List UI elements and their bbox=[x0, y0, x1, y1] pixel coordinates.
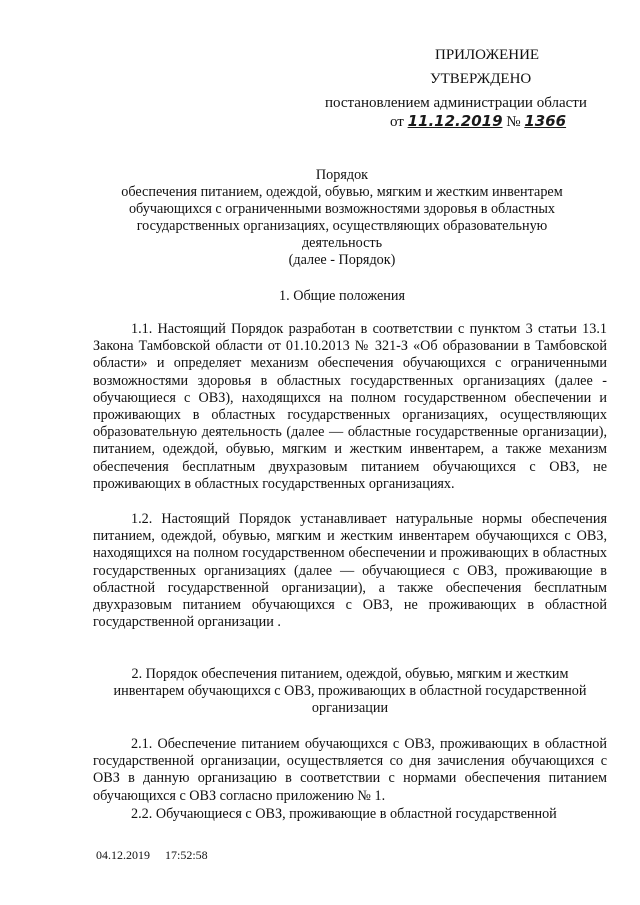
section2-heading-line: организации bbox=[311, 700, 389, 716]
document-title bbox=[92, 167, 592, 269]
title-line: государственных организациях, осуществляющих образовательную bbox=[136, 218, 548, 234]
appendix-label: ПРИЛОЖЕНИЕ bbox=[435, 47, 540, 63]
resolution-line: постановлением администрации области bbox=[325, 95, 587, 111]
title-line: (далее - Порядок) bbox=[288, 252, 396, 268]
footer-timestamp bbox=[96, 848, 208, 863]
paragraph-2-1: 2.1. Обеспечение питанием обучающихся с ОВЗ, проживающих в областной государственной организации, осуществляется со дня зачисления обучающихся с ОВЗ в данную организацию в соответствии с нормами обеспечения питанием обучающихся с ОВЗ согласно приложению № 1. bbox=[93, 736, 607, 804]
section2-heading bbox=[93, 666, 607, 717]
paragraph-1-1: 1.1. Настоящий Порядок разработан в соответствии с пунктом 3 статьи 13.1 Закона Тамбовской области от 01.10.2013 № 321-З «Об образовании в Тамбовской области» и определяет механизм обеспечения обучающихся с ограниченными возможностями здоровья в областных государственных организациях (далее - обучающиеся с ОВЗ), находящихся на полном государственном обеспечении и проживающих в областных государственных организациях, осуществляющих образовательную деятельность (далее — областные государственные организации), питанием, одеждой, обувью, мягким и жестким инвентарем, а также механизм обеспечения бесплатным двухразовым питанием обучающихся с ОВЗ, не проживающих в областных государственных организациях. bbox=[93, 321, 607, 492]
number-sign: № bbox=[506, 114, 521, 130]
resolution-date-line bbox=[390, 112, 566, 131]
section2-heading-line: инвентарем обучающихся с ОВЗ, проживающих в областной государственной bbox=[113, 683, 587, 699]
handwritten-number: 1366 bbox=[524, 112, 567, 130]
title-line: деятельность bbox=[301, 235, 383, 251]
footer-time: 17:52:58 bbox=[165, 848, 208, 862]
from-label: от bbox=[390, 114, 404, 130]
section2-heading-line: 2. Порядок обеспечения питанием, одеждой, обувью, мягким и жестким bbox=[131, 666, 569, 682]
title-line: Порядок bbox=[315, 167, 369, 183]
footer-date: 04.12.2019 bbox=[96, 848, 150, 862]
paragraph-1-2: 1.2. Настоящий Порядок устанавливает натуральные нормы обеспечения питанием, одеждой, обувью, мягким и жестким инвентарем обучающихся с ОВЗ, находящихся на полном государственном обеспечении и проживающих в областных государственных организациях (далее — обучающиеся с ОВЗ, проживающие в областной государственной организации), а также обеспечения бесплатным двухразовым питанием обучающихся с ОВЗ, не проживающих в областной государственной организации . bbox=[93, 511, 607, 631]
handwritten-date: 11.12.2019 bbox=[407, 112, 503, 130]
paragraph-2-2: 2.2. Обучающиеся с ОВЗ, проживающие в областной государственной bbox=[131, 806, 557, 822]
title-line: обучающихся с ограниченными возможностями здоровья в областных bbox=[128, 201, 556, 217]
approved-label: УТВЕРЖДЕНО bbox=[430, 71, 532, 87]
section1-heading: 1. Общие положения bbox=[279, 288, 405, 304]
title-line: обеспечения питанием, одеждой, обувью, мягким и жестким инвентарем bbox=[121, 184, 563, 200]
